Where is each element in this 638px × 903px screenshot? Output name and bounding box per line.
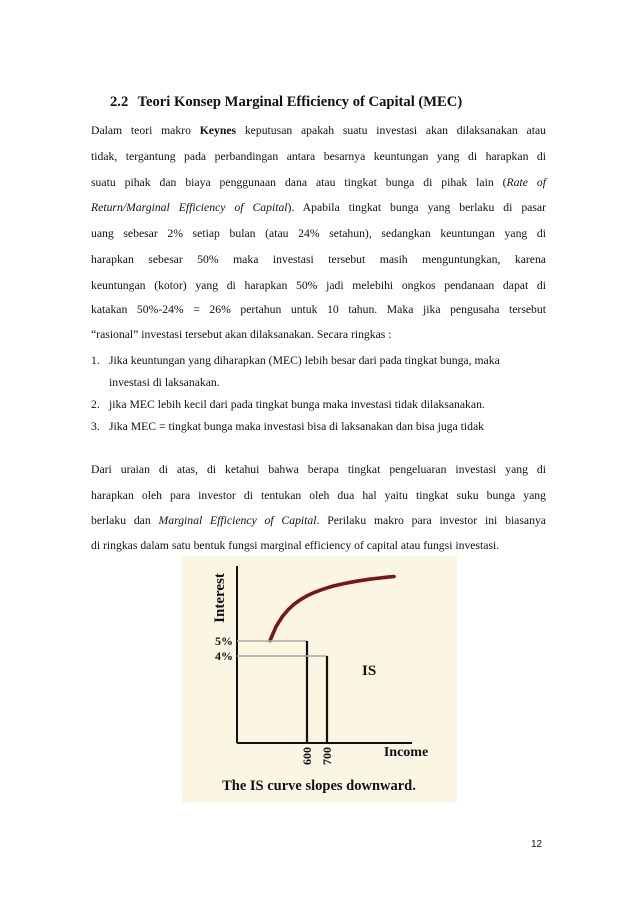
paragraph2-line: harapkan oleh para investor di tentukan oleh dua hal yaitu tingkat suku bunga yang xyxy=(91,489,546,502)
paragraph2-line: Dari uraian di atas, di ketahui bahwa berapa tingkat pengeluaran investasi yang di xyxy=(91,463,546,476)
is-curve-chart xyxy=(182,556,457,803)
paragraph1-line xyxy=(91,201,546,215)
text-span: ). Apabila tingkat bunga yang berlaku di pasar xyxy=(287,201,546,214)
paragraph2-line: di ringkas dalam satu bentuk fungsi marginal efficiency of capital atau fungsi investasi. xyxy=(91,539,500,552)
x-tick-label: 600 xyxy=(300,747,314,765)
paragraph1-line: katakan 50%-24% = 26% pertahun untuk 10 tahun. Maka jika pengusaha tersebut xyxy=(91,303,546,316)
list-item xyxy=(91,398,551,412)
y-axis-label: Interest xyxy=(212,573,228,623)
text-span: berlaku dan xyxy=(91,514,159,527)
text-span: Dalam teori makro xyxy=(91,124,200,137)
list-text: jika MEC lebih kecil dari pada tingkat bunga maka investasi tidak dilaksanakan. xyxy=(109,398,485,411)
y-tick-label: 5% xyxy=(215,634,233,648)
list-item xyxy=(91,420,551,434)
text-span: . Perilaku makro para investor ini biasanya xyxy=(316,514,546,527)
section-number: 2.2 xyxy=(110,94,129,110)
section-title: Teori Konsep Marginal Efficiency of Capital (MEC) xyxy=(137,94,463,110)
paragraph1-line xyxy=(91,176,546,190)
page-number: 12 xyxy=(531,839,543,850)
paragraph1-line: “rasional” investasi tersebut akan dilaksanakan. Secara ringkas : xyxy=(91,328,392,341)
list-item-continuation: investasi di laksanakan. xyxy=(109,376,220,389)
paragraph1-line xyxy=(91,124,546,138)
list-text: Jika keuntungan yang diharapkan (MEC) lebih besar dari pada tingkat bunga, maka xyxy=(109,354,500,367)
figure-caption: The IS curve slopes downward. xyxy=(222,778,416,794)
curve-label: IS xyxy=(362,663,377,679)
x-tick-label: 700 xyxy=(320,747,334,765)
italic-term: Rate of xyxy=(506,176,546,189)
paragraph1-line: uang sebesar 2% setiap bulan (atau 24% setahun), sedangkan keuntungan yang di xyxy=(91,227,546,240)
italic-term: Return/Marginal Efficiency of Capital xyxy=(91,201,288,214)
paragraph2-line xyxy=(91,514,546,528)
keynes-bold: Keynes xyxy=(199,124,237,137)
list-item xyxy=(91,354,551,368)
italic-term: Marginal Efficiency of Capital xyxy=(158,514,317,527)
y-tick-label: 4% xyxy=(215,649,233,663)
list-number: 2. xyxy=(91,398,100,411)
text-span: suatu pihak dan biaya penggunaan dana atau tingkat bunga di pihak lain ( xyxy=(91,176,507,189)
paragraph1-line: keuntungan (kotor) yang di harapkan 50% jadi melebihi ongkos pendanaan dapat di xyxy=(91,279,546,292)
x-axis-label: Income xyxy=(383,745,429,760)
list-text: Jika MEC = tingkat bunga maka investasi bisa di laksanakan dan bisa juga tidak xyxy=(109,420,484,433)
list-number: 1. xyxy=(91,354,100,367)
section-heading xyxy=(110,94,462,111)
is-curve-figure xyxy=(182,556,457,803)
text-span: keputusan apakah suatu investasi akan dilaksanakan atau xyxy=(236,124,546,137)
paragraph1-line: tidak, tergantung pada perbandingan antara besarnya keuntungan yang di harapkan di xyxy=(91,150,546,163)
paragraph1-line: harapkan sebesar 50% maka investasi tersebut masih menguntungkan, karena xyxy=(91,253,546,266)
list-number: 3. xyxy=(91,420,100,433)
